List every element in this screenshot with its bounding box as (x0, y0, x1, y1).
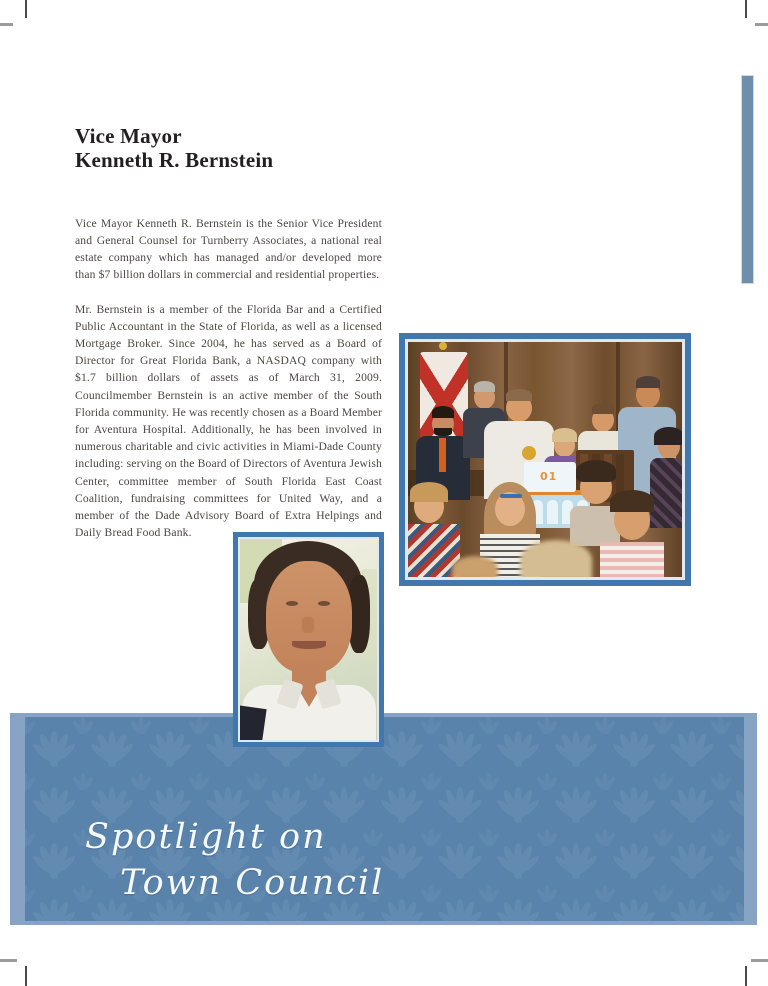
shirt-badge (522, 446, 536, 460)
person-beard (434, 428, 452, 436)
orange-tie (439, 438, 446, 472)
crop-mark-bottom-right-v (745, 966, 747, 986)
headband (500, 494, 522, 498)
person-hair (654, 427, 682, 445)
striped-shirt (600, 542, 664, 577)
background-shoulder (240, 705, 267, 740)
child-hair (610, 490, 654, 512)
group-photo-image (408, 342, 682, 577)
child-top (570, 506, 620, 546)
crop-mark-top-right-v (745, 0, 747, 18)
page-title (75, 124, 273, 172)
person-hair (506, 389, 532, 401)
title-line-1: Vice Mayor (75, 124, 182, 148)
crop-mark-bottom-left-v (25, 966, 27, 986)
crop-mark-top-right-h (755, 23, 768, 26)
person-hair (636, 376, 660, 388)
spotlight-script-line-2: Town Council (120, 863, 385, 903)
eye (318, 601, 330, 606)
spotlight-script-line-1: Spotlight on (85, 817, 327, 857)
crop-mark-top-left-v (25, 0, 27, 18)
portrait-photo (233, 532, 384, 747)
eye (286, 601, 298, 606)
nose (302, 617, 314, 633)
group-photo (399, 333, 691, 586)
portrait-photo-image (240, 539, 377, 740)
foreground-blurred-head (452, 556, 498, 577)
blonde-hair (552, 428, 577, 442)
crop-mark-top-left-h (0, 23, 13, 26)
patterned-dress (650, 458, 682, 528)
foreground-blurred-head (520, 540, 592, 577)
flag-finial (439, 342, 447, 350)
footer-band-inner (25, 717, 744, 921)
cake-number: 01 (540, 470, 558, 483)
person-hair (592, 403, 614, 414)
title-line-2: Kenneth R. Bernstein (75, 148, 274, 172)
crop-mark-bottom-right-h (751, 959, 768, 962)
accent-bar (742, 76, 753, 283)
child-hair (410, 482, 448, 502)
child-hair (576, 460, 616, 482)
crop-mark-bottom-left-h (0, 959, 17, 962)
person-hair (474, 381, 495, 392)
person-hair (432, 406, 454, 418)
bio-paragraph-2: Mr. Bernstein is a member of the Florida Bar and a Certified Public Accountant in the State of Florida, as well as a licensed Mortgage Broker. Since 2004, he has served as a Board of Director for Great Florida Bank, a NASDAQ company with $1.7 billion dollars of assets as of March 31, 2009. Councilmember Bernstein is an active member of the South Florida community. He was recently chosen as a Board Member for Aventura Hospital. Additionally, he has been involved in numerous charitable and civic activities in Miami-Dade County including: serving on the Board of Directors of Aventura Jewish Center, committee member of South Florida East Coast Coalition, fundraising committees for United Way, and a member of the Dade Advisory Board of Extra Helpings and Daily Bread Food Bank. (75, 302, 382, 540)
bio-paragraph-1: Vice Mayor Kenneth R. Bernstein is the Senior Vice President and General Counsel for Turnberry Associates, a national real estate company which has managed and/or developed more than $7 billion dollars in commercial and residential properties. (75, 216, 382, 282)
mouth (292, 641, 326, 649)
